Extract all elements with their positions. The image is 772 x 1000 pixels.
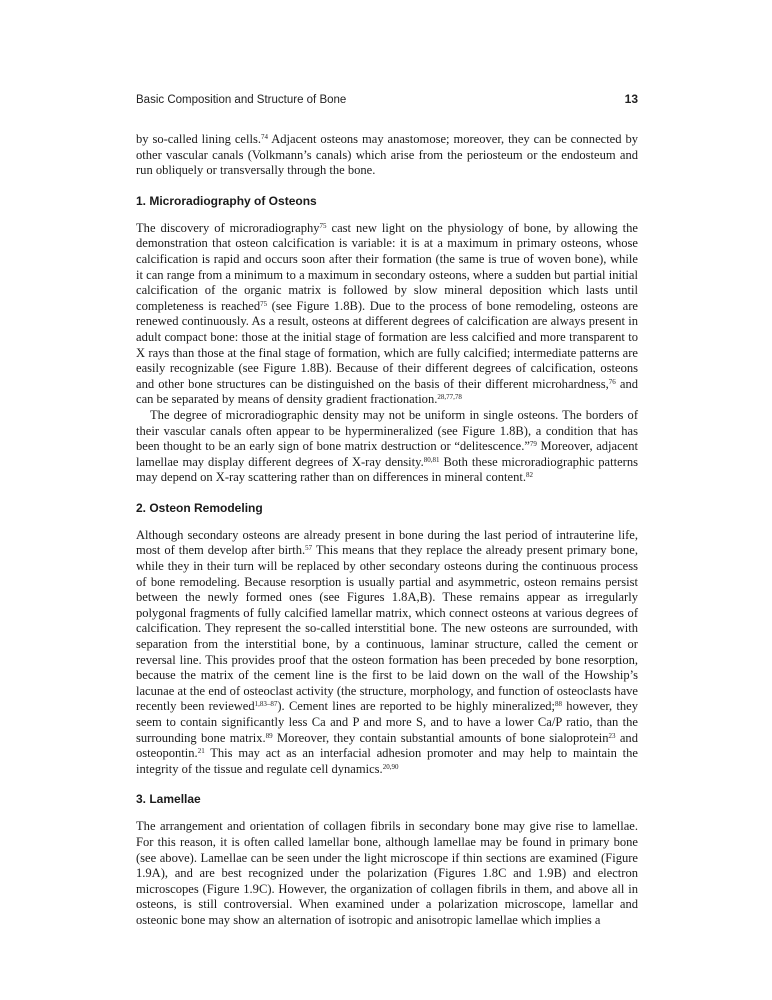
citation-superscript: 89: [265, 731, 273, 740]
body-paragraph: The arrangement and orientation of collagen fibrils in secondary bone may give rise to lamellae. For this reason, it is often called lamellar bone, although lamellae may be found in primary bone (see above). Lamellae can be seen under the light microscope if thin sections are examined (Figure 1.9A), and are best recognized under the polarization (Figures 1.8C and 1.9B) and electron microscopes (Figure 1.9C). However, the organization of collagen fibrils in them, and above all in osteons, is still controversial. When examined under a polarization microscope, lamellar and osteonic bone may show an alternation of isotropic and anisotropic lamellae which implies a: [136, 819, 638, 927]
citation-superscript: 20,90: [382, 762, 399, 771]
running-header: [136, 92, 638, 108]
body-paragraph: The degree of microradiographic density may not be uniform in single osteons. The borders of their vascular canals often appear to be hypermineralized (see Figure 1.8B), a condition that has been thought to be an early sign of bone matrix destruction or “delitescence.”$^{79}$ Moreover, adjacent lamellae may display different degrees of X-ray density.$^{80,81}$ Both these microradiographic patterns may depend on X-ray scattering rather than on differences in mineral content.$^{82}$: [136, 407, 638, 485]
section-heading: 1. Microradiography of Osteons: [136, 193, 317, 208]
citation-superscript: 28,77,78: [437, 393, 462, 402]
running-title: Basic Composition and Structure of Bone: [136, 94, 347, 106]
section-heading: 3. Lamellae: [136, 792, 201, 807]
page-number: 13: [624, 92, 638, 106]
citation-superscript: 88: [555, 700, 563, 709]
body-paragraph: The discovery of microradiography$^{75}$ cast new light on the physiology of bone, by allowing the demonstration that osteon calcification is variable: it is at a maximum in primary osteons, whose calcification is rapid and occurs soon after their formation (the same is true of woven bone), while it can range from a minimum to a maximum in secondary osteons, where a sudden but partial initial calcification of the organic matrix is followed by slow mineral deposition which lasts until completeness is reached$^{75}$ (see Figure 1.8B). Due to the process of bone remodeling, osteons are renewed continuously. As a result, osteons at different degrees of calcification are always present in adult compact bone: those at the initial stage of formation are less calcified and more transparent to X rays than those at the final stage of formation, which are fully calcified; intermediate patterns are easily recognizable (see Figure 1.8B). Because of their different degrees of calcification, osteons and other bone structures can be distinguished on the basis of their different microhardness,$^{76}$ and can be separated by means of density gradient fractionation.$^{28,77,78}$: [136, 220, 638, 407]
citation-superscript: 21: [197, 747, 205, 756]
citation-superscript: 76: [608, 377, 616, 386]
citation-superscript: 1,83–87: [254, 700, 278, 709]
citation-superscript: 80,81: [423, 455, 440, 464]
intro-paragraph: by so-called lining cells.$^{74}$ Adjacent osteons may anastomose; moreover, they can be connected by other vascular canals (Volkmann’s canals) which arise from the periosteum or the endosteum and run obliquely or transversally through the bone.: [136, 132, 638, 178]
document-page: [136, 92, 638, 929]
citation-superscript: 74: [261, 133, 268, 141]
citation-superscript: 79: [529, 440, 537, 449]
citation-superscript: 82: [525, 471, 533, 480]
body-paragraph: Although secondary osteons are already present in bone during the last period of intrauterine life, most of them develop after birth.$^{57}$ This means that they replace the already present primary bone, while they in their turn will be replaced by other secondary osteons during the continuous process of bone remodeling. Because resorption is usually partial and asymmetric, osteon remains persist between the newly formed ones (see Figures 1.8A,B). These remains appear as irregularly polygonal fragments of fully calcified lamellar matrix, which connect osteons at various degrees of calcification. They represent the so-called interstitial bone. The new osteons are surrounded, with separation from the interstitial bone, by a continuous, laminar structure, called the cement or reversal line. This provides proof that the osteon formation has been preceded by bone resorption, because the matrix of the cement line is the first to be laid down on the wall of the Howship’s lacunae at the end of osteoclast activity (the structure, morphology, and function of osteoclasts have recently been reviewed$^{1,83-87}$). Cement lines are reported to be highly mineralized;$^{88}$ however, they seem to contain significantly less Ca and P and more S, and to have a lower Ca/P ratio, than the surrounding bone matrix.$^{89}$ Moreover, they contain substantial amounts of bone sialoprotein$^{23}$ and osteopontin.$^{21}$ This may act as an interfacial adhesion promoter and may help to maintain the integrity of the tissue and regulate cell dynamics.$^{20,90}$: [136, 527, 638, 776]
section-heading: 2. Osteon Remodeling: [136, 500, 263, 515]
citation-superscript: 57: [305, 544, 313, 553]
citation-superscript: 23: [608, 731, 616, 740]
citation-superscript: 75: [319, 221, 327, 230]
citation-superscript: 75: [260, 299, 268, 308]
